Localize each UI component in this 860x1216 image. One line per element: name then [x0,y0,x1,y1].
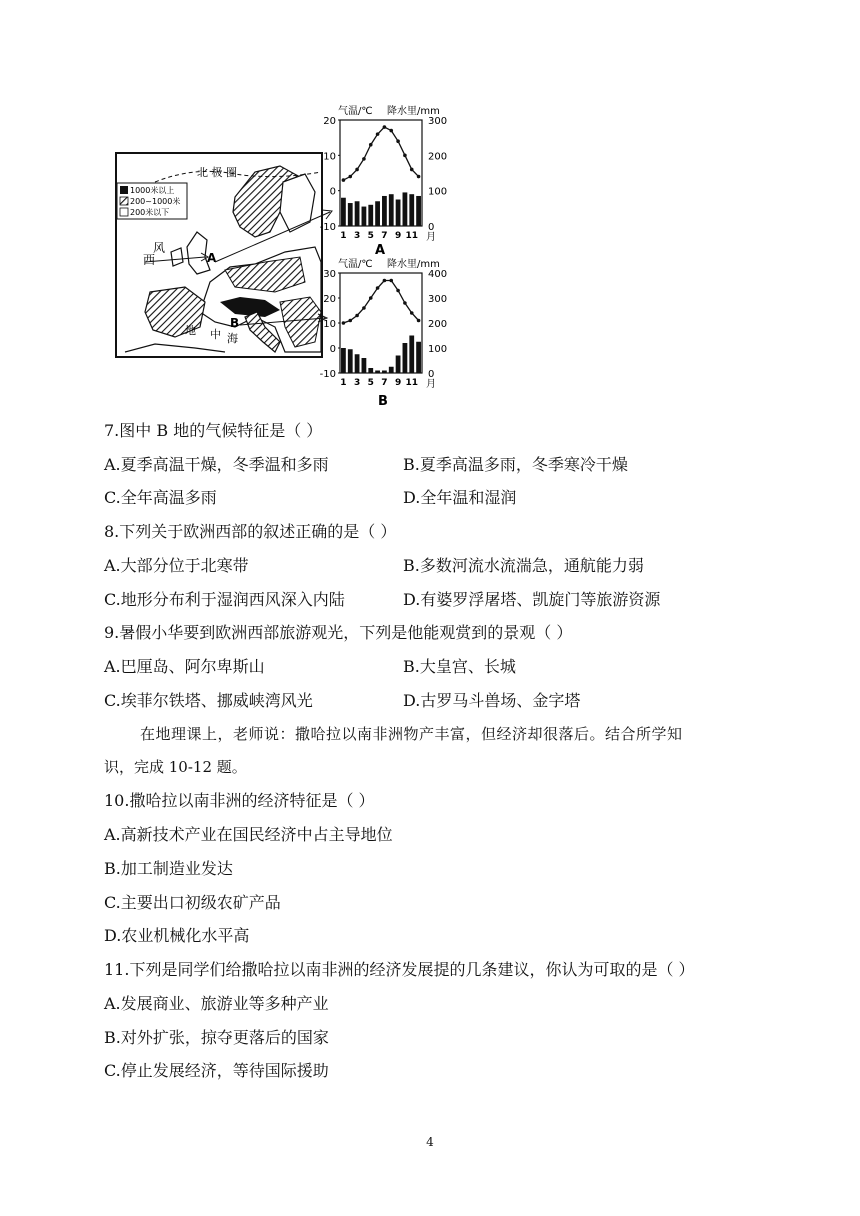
page-number: 4 [426,1135,434,1149]
chartb-precip-bar [368,368,373,373]
q11-option-a[interactable]: A.发展商业、旅游业等多种产业 [104,994,329,1013]
chartb-precip-bar [362,358,367,373]
q7-option-b[interactable]: B.夏季高温多雨，冬季寒冷干燥 [403,455,628,474]
chartb-precip-bar [341,348,346,373]
charta-month-tick: 11 [405,231,419,241]
charta-precip-bar [403,192,408,226]
legend-swatch-low [120,208,128,216]
chartb-temp-point [417,319,421,323]
charta-precip-tick: 200 [428,151,448,163]
label-wind: 风 [153,241,166,255]
charta-temp-point [383,125,387,129]
charta-temp-point [342,178,346,182]
charta-temp-tick: -10 [319,222,336,233]
charta-temp-point [355,168,359,172]
charta-precip-bar [409,194,414,226]
chartb-month-tick: 3 [353,378,361,388]
chart-a-ylabel-left: 气温/℃ [338,106,373,117]
q9-stem: 9.暑假小华要到欧洲西部旅游观光，下列是他能观赏到的景观（ ） [104,623,573,642]
label-mediterranean-1: 地 [185,324,196,337]
chartb-temp-point [355,314,359,318]
charta-temp-point [403,154,407,158]
chartb-precip-tick: 200 [428,319,448,330]
q8-option-c[interactable]: C.地形分布利于湿润西风深入内陆 [104,590,345,609]
chartb-temp-point [369,296,373,300]
charta-precip-bar [416,196,421,226]
intro-line-2: 识，完成 10-12 题。 [104,758,247,776]
charta-precip-bar [341,198,346,226]
chartb-precip-tick: 400 [428,269,448,280]
label-west: 西 [143,253,156,267]
charta-month-tick: 1 [340,231,347,241]
charta-precip-bar [375,201,380,226]
chartb-temp-point [410,311,414,315]
charta-precip-bar [382,196,387,226]
charta-temp-point [376,132,380,136]
legend-label-high: 1000米以上 [130,186,175,195]
charta-month-tick: 9 [394,231,402,241]
charta-temp-tick: 10 [323,151,336,163]
intro-line-1: 在地理课上，老师说：撒哈拉以南非洲物产丰富，但经济却很落后。结合所学知 [140,725,683,743]
chartb-temp-tick: 0 [329,344,336,355]
charta-temp-point [348,175,352,179]
charta-temp-tick: 0 [329,186,336,198]
q11-option-b[interactable]: B.对外扩张，掠夺更落后的国家 [104,1028,329,1047]
charta-month-tick: 3 [353,231,361,241]
q11-stem: 11.下列是同学们给撒哈拉以南非洲的经济发展提的几条建议，你认为可取的是（ ） [104,960,695,979]
q8-option-a[interactable]: A.大部分位于北寒带 [104,556,249,575]
chartb-month-tick: 11 [405,378,419,388]
legend-label-low: 200米以下 [130,208,170,217]
climate-chart-a [300,102,450,257]
legend-swatch-mid [120,197,128,205]
chartb-temp-tick: -10 [319,369,336,380]
q9-option-d[interactable]: D.古罗马斗兽场、金字塔 [403,691,581,710]
chartb-temp-point [383,279,387,283]
charta-precip-tick: 300 [428,116,448,127]
label-mediterranean-2: 中 [210,328,221,341]
charta-month-tick: 5 [367,231,374,241]
chartb-temp-point [376,286,380,290]
chartb-precip-bar [355,354,360,373]
charta-temp-point [410,168,414,172]
charta-temp-point [389,129,393,133]
chartb-precip-bar [348,349,353,373]
chart-a-ylabel-right: 降水里/mm [387,106,440,117]
q7-option-d[interactable]: D.全年温和湿润 [403,488,517,507]
q10-stem: 10.撒哈拉以南非洲的经济特征是（ ） [104,791,375,810]
chartb-temp-line [343,281,418,324]
chartb-precip-bar [382,371,387,374]
chartb-precip-bar [409,336,414,374]
q8-option-d[interactable]: D.有婆罗浮屠塔、凯旋门等旅游资源 [403,590,661,609]
label-mediterranean-3: 海 [227,332,238,345]
q7-option-c[interactable]: C.全年高温多雨 [104,488,217,507]
charta-month-tick: 7 [381,231,388,241]
chart-b-ylabel-left: 气温/℃ [338,259,373,270]
charta-precip-bar [396,200,401,227]
chartb-temp-point [362,306,366,310]
charta-precip-bar [389,194,394,226]
climate-chart-b [300,255,450,410]
chartb-precip-bar [403,343,408,373]
chartb-precip-bar [375,371,380,374]
legend-swatch-high [120,186,128,194]
charta-temp-point [369,143,373,147]
chartb-temp-tick: 10 [323,319,336,330]
charta-temp-tick: 20 [323,116,336,127]
q10-option-b[interactable]: B.加工制造业发达 [104,859,233,878]
q10-option-d[interactable]: D.农业机械化水平高 [104,926,250,945]
q9-option-b[interactable]: B.大皇宫、长城 [403,657,516,676]
chartb-precip-tick: 0 [428,369,435,380]
chartb-month-tick: 9 [394,378,402,388]
chartb-month-tick: 7 [381,378,388,388]
q9-option-c[interactable]: C.埃菲尔铁塔、挪威峡湾风光 [104,691,313,710]
legend-label-mid: 200~1000米 [130,197,181,206]
charta-temp-point [417,175,421,179]
chart-b-ylabel-right: 降水里/mm [387,259,440,270]
map-point-a: A [207,251,217,265]
q9-option-a[interactable]: A.巴厘岛、阿尔卑斯山 [104,657,265,676]
charta-temp-line [343,127,418,180]
chartb-month-tick: 5 [367,378,374,388]
chartb-temp-point [348,319,352,323]
chartb-temp-point [396,289,400,293]
chart-b-caption: B [378,394,388,409]
q10-option-a[interactable]: A.高新技术产业在国民经济中占主导地位 [104,825,393,844]
arctic-circle-label: 北 极 圈 [197,166,237,179]
charta-precip-bar [355,201,360,226]
charta-precip-bar [368,205,373,226]
map-point-b: B [230,316,240,330]
charta-temp-point [396,139,400,143]
chartb-precip-tick: 100 [428,344,448,355]
q11-option-c[interactable]: C.停止发展经济，等待国际援助 [104,1061,329,1080]
q8-option-b[interactable]: B.多数河流水流湍急，通航能力弱 [403,556,644,575]
chartb-temp-point [389,279,393,283]
ireland-land [171,248,183,266]
charta-precip-tick: 100 [428,186,448,198]
q7-option-a[interactable]: A.夏季高温干燥，冬季温和多雨 [104,455,329,474]
charta-precip-tick: 0 [428,222,435,233]
chartb-temp-tick: 30 [323,269,336,280]
charta-temp-point [362,157,366,161]
charta-precip-bar [362,207,367,226]
chartb-precip-bar [396,356,401,374]
q8-stem: 8.下列关于欧洲西部的叙述正确的是（ ） [104,522,397,541]
chartb-month-tick: 1 [340,378,347,388]
chart-a-x-unit: 月 [426,232,436,243]
chartb-precip-bar [416,342,421,373]
chartb-temp-tick: 20 [323,294,336,305]
charta-precip-bar [348,203,353,226]
chart-b-x-unit: 月 [426,379,436,390]
chartb-precip-tick: 300 [428,294,448,305]
chartb-precip-bar [389,367,394,373]
chartb-temp-point [403,301,407,305]
chart-a-caption: A [375,243,386,257]
chartb-temp-point [342,321,346,325]
q7-stem: 7.图中 B 地的气候特征是（ ） [104,421,323,440]
q10-option-c[interactable]: C.主要出口初级农矿产品 [104,893,281,912]
